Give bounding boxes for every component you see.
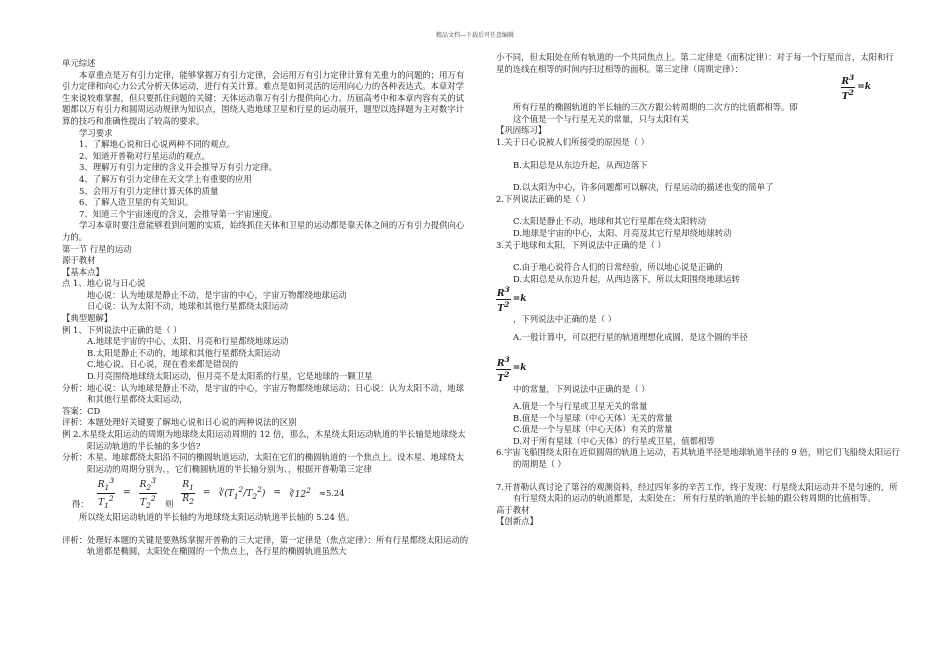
chapter-title: 单元综述 <box>62 58 96 68</box>
requirement-item: 4、了解万有引力定律在天文学上有重要的应用 <box>79 173 252 184</box>
question-4-option-a: A.一般计算中，可以把行星的轨道理想化成圆，是这个圆的半径 <box>513 331 748 342</box>
requirement-item: 1、了解地心说和日心说两种不同的观点。 <box>79 139 236 150</box>
kepler-formula-q5: $\frac{R^3}{T^2}$ =k <box>497 354 527 384</box>
requirement-item: 6、了解人造卫星的有关知识。 <box>79 197 194 208</box>
question-6: 6.宇宙飞船围绕太阳在近似圆周的轨道上运动，若其轨道半径是地球轨道半径的 9 倍，则它们飞船绕太阳运行的周期是（ ） <box>496 447 900 470</box>
question-2-option-c: C.太阳是静止不动，地球和其它行星都在绕太阳转动 <box>513 216 707 227</box>
ratio-r1-t1: $\frac{R_1^3}{T_1^2}$ <box>97 476 115 510</box>
heliocentric-definition: 日心说：认为太阳不动，地球和其他行星都绕太阳运动 <box>87 301 288 312</box>
basic-points-heading: 【基本点】 <box>62 266 104 277</box>
example-1-option: D.月亮围绕地球绕太阳运动，但月亮不是太阳系的行星，它是地球的一颗卫星 <box>87 371 373 382</box>
equals-sign: = <box>123 487 131 498</box>
question-5: 中的常量，下列说法中正确的是（ ） <box>513 383 650 394</box>
ratio-r1-r2: $\frac{R_1}{R_2}$ <box>182 480 194 506</box>
kepler-third-law-formula: $\frac{R^3}{T^2}$ =k <box>841 73 871 103</box>
chapter-intro: 本章重点是万有引力定律，能够掌握万有引力定律，会运用万有引力定律计算有关重力的问题的；用万有引力定律和向心力公式分析天体运动，进行有关计算。难点是如何灵活的运用向心力的各种表达式。本章对学生来说较难掌握，但只要抓住问题的关键：天体运动靠万有引力提供向心力。历届高考中和本章内容有关的试题都以万有引力和圆周运动规律为知识点，围绕人造地球卫星和行星的运动展开，题型以选择题为主对数字计算的技巧和准确性提出了较高的要求。 <box>62 69 465 126</box>
source-label: 源于教材 <box>62 255 96 266</box>
question-1-option-d: D.以太阳为中心，许多问题都可以解决，行星运动的描述也变的简单了 <box>513 182 774 193</box>
equals-sign: = <box>202 487 211 498</box>
example-1-option: C.地心说、日心说，现在看来都是错误的 <box>87 359 239 370</box>
question-3-option-c: C.由于地心说符合人们的日常经验，所以地心说是正确的 <box>513 262 723 273</box>
example-1-question: 例 1、下列说法中正确的是（ ） <box>62 324 182 335</box>
question-7: 7.开普勒认真讨论了第谷的观测资料，经过四年多的辛苦工作，终于发现：行星绕太阳运动并不是匀速的，所有行星绕太阳的运动的轨道都是，太阳处在； 所有行星的轨道的半长轴的跟公转周期的比值相等。 <box>496 481 898 504</box>
example-1-answer: 答案：CD <box>62 405 101 416</box>
question-5-option: B.值是一个与星球（中心天体）无关的常量 <box>513 412 673 423</box>
approx-value: ≈5.24 <box>318 487 345 498</box>
question-5-option: D.对于所有星球（中心天体）的行星或卫星，值都相等 <box>513 435 715 446</box>
example-1-analysis: 分析：地心说：认为地球是静止不动，是宇宙的中心，宇宙万物都绕地球运动；日心说：认为太阳不动，地球和其他行星都绕太阳运动， <box>62 382 464 405</box>
requirement-item: 5、会用万有引力定律计算天体的质量 <box>79 185 219 196</box>
kepler-formula-q4: $\frac{R^3}{T^2}$ =k <box>497 285 527 315</box>
question-1-option-b: B.太阳总是从东边升起，从西边落下 <box>513 159 648 170</box>
typical-problems-heading: 【典型题解】 <box>62 313 113 324</box>
question-3-option-d: D.太阳总是从东边升起，从西边落下，所以太阳围绕地球运转 <box>513 273 740 284</box>
cube-root-144: $∛12^2$ <box>288 486 311 501</box>
question-5-option: A.值是一个与行星或卫星无关的常量 <box>513 401 648 412</box>
example-1-option: B.太阳是静止不动的，地球和其他行星都绕太阳运动 <box>87 347 281 358</box>
example-2-question: 例 2.木星绕太阳运动的周期为地球绕太阳运动周期的 12 倍，那么，木星绕太阳运动轨道的半长轴是地球绕太阳运动轨道的半长轴的多少倍? <box>62 429 466 451</box>
advanced-label: 高于教材 <box>496 504 530 515</box>
cube-root-ratio: $∛(T_1^2/T_2^2)$ <box>218 485 266 502</box>
right-column <box>496 52 901 528</box>
section-title: 第一节 行星的运动 <box>62 243 132 254</box>
question-2-option-d: D.地球是宇宙的中心，太阳、月亮及其它行星却绕地球转动 <box>513 227 732 238</box>
ratio-r2-t2: $\frac{R_2^3}{T_2^2}$ <box>139 476 156 510</box>
de-label: 得： <box>72 499 89 510</box>
requirements-summary: 学习本章时要注意能够看到问题的实质，始终抓住天体和卫星的运动都是靠天体之间的万有引力提供向心力的。 <box>62 220 465 242</box>
question-5-option: C.值是一个与星球（中心天体）有关的常量 <box>513 424 673 435</box>
question-3: 3.关于地球和太阳，下列说法中正确的是（ ） <box>496 239 666 250</box>
kepler-ratio-formula <box>62 476 470 511</box>
requirement-item: 3、理解万有引力定律的含义并会推导万有引力定律。 <box>79 162 277 173</box>
example-2-analysis: 分析：木星、地球都绕太阳沿不同的椭圆轨道运动，太阳在它们的椭圆轨道的一个焦点上。设木星、地球绕太阳运动的周期分别为、，它们椭圆轨道的半长轴分别为、，根据开普勒第三定律 <box>62 452 464 474</box>
ze-label: 则 <box>164 499 174 510</box>
page-header: 精品文档---下载后可任意编辑 <box>435 32 515 39</box>
example-2-conclusion: 所以绕太阳运动轨道的半长轴约为地球绕太阳运动轨道半长轴的 5.24 倍。 <box>79 511 355 522</box>
geocentric-definition: 地心说：认为地球是静止不动，是宇宙的中心，宇宙万物都绕地球运动 <box>87 289 347 300</box>
practice-heading: 【巩固练习】 <box>496 125 547 136</box>
requirements-title: 学习要求 <box>79 127 113 138</box>
example-1-comment: 评析：本题处理好关键要了解地心说和日心说的两种说法的区别 <box>62 417 297 428</box>
kepler-laws-continued: 小不同，但太阳处在所有轨道的一个共同焦点上。第二定律是（面积定律）：对于每一个行星而言，太阳和行星的连线在相等的时间内扫过相等的面积。第三定律（周期定律）： <box>496 52 894 74</box>
question-1: 1.关于日心说被人们所接受的原因是（ ） <box>496 136 650 147</box>
left-column <box>62 58 470 558</box>
question-2: 2.下列说法正确的是（ ） <box>496 193 591 204</box>
example-2-comment: 评析：处理好本题的关键是要熟练掌握开普勒的三大定律，第一定律是（焦点定律）：所有行星都绕太阳运动的轨道都是椭圆，太阳处在椭圆的一个焦点上，各行星的椭圆轨道虽然大 <box>62 534 469 557</box>
constant-note: 这个值是一个与行星无关的常量，只与太阳有关 <box>513 113 689 124</box>
equals-sign: = <box>273 487 281 498</box>
example-1-option: A.地球是宇宙的中心，太阳、月亮和行星都绕地球运动 <box>87 336 289 347</box>
question-4: ，下列说法中正确的是（ ） <box>513 314 617 325</box>
point-1-title: 点 1、地心说与日心说 <box>62 278 146 289</box>
innovation-heading: 【创新点】 <box>496 516 538 527</box>
requirement-item: 2、知道开普勒对行星运动的观点。 <box>79 150 210 161</box>
requirement-item: 7、知道三个宇宙速度的含义，会推导第一宇宙速度。 <box>79 208 277 219</box>
kepler-third-law-text: 所有行星的椭圆轨道的半长轴的三次方跟公转周期的二次方的比值都相等。即 <box>513 102 798 113</box>
